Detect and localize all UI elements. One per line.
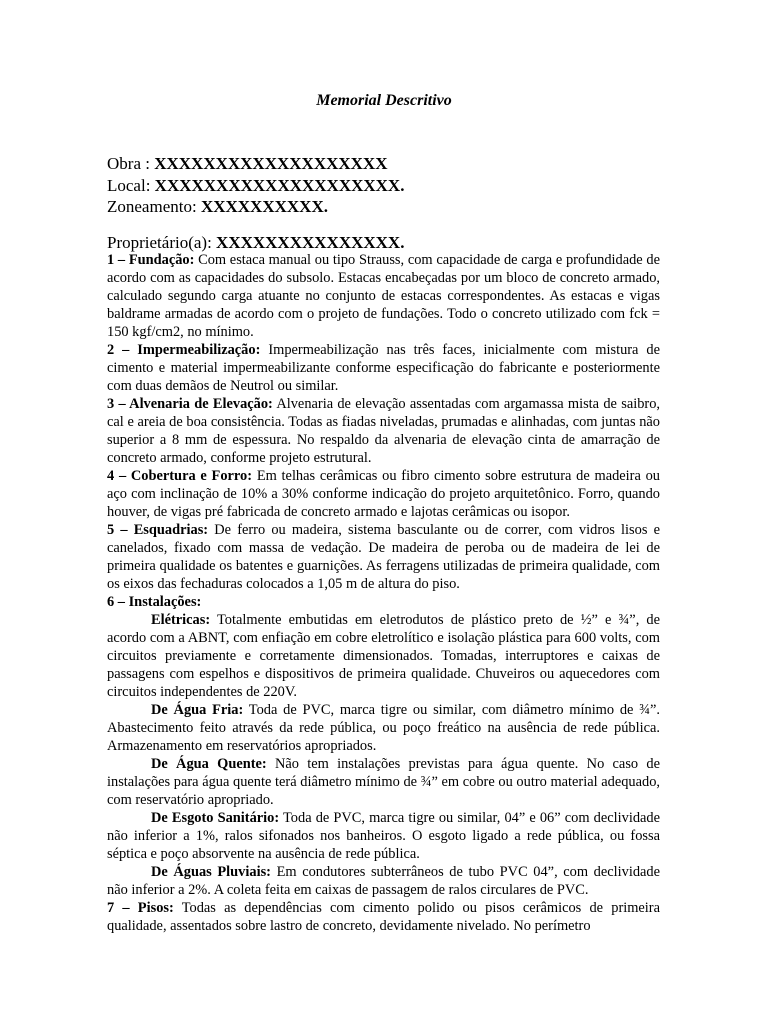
installation-text: Em condutores subterrâneos de tubo PVC 04”, com declividade não inferior a 2%. A coleta feita em caixas de passagem de ralos circulares de PVC. xyxy=(107,864,660,898)
section-text: De ferro ou madeira, sistema basculante ou de correr, com vidros lisos e canelados, fixado com massa de vedação. De madeira de peroba ou de madeira de lei de primeira qualidade os batentes e guarnições. As ferragens utilizadas de primeira qualidade, com os eixos das fechaduras colocados a 1,05 m de altura do piso. xyxy=(107,522,660,592)
document-body xyxy=(107,251,660,935)
section-text: Em telhas cerâmicas ou fibro cimento sobre estrutura de madeira ou aço com inclinação de 10% a 30% conforme indicação do projeto arquitetônico. Forro, quando houver, de vigas pré fabricada de concreto armado e lajotas cerâmicas ou isopor. xyxy=(107,468,660,520)
section-text: Com estaca manual ou tipo Strauss, com capacidade de carga e profundidade de acordo com as capacidades do subsolo. Estacas encabeçadas por um bloco de concreto armado, calculado segundo carga atuante no conjunto de estacas correspondentes. As estacas e vigas baldrame armadas de acordo com o projeto de fundações. Todo o concreto utilizado com fck = 150 kgf/cm2, no mínimo. xyxy=(107,252,660,340)
section-heading: 2 – Impermeabilização: xyxy=(107,342,261,358)
section-paragraph xyxy=(107,341,660,395)
installation-paragraph xyxy=(107,611,660,701)
installation-paragraph xyxy=(107,755,660,809)
section-heading: 5 – Esquadrias: xyxy=(107,522,209,538)
section-paragraph xyxy=(107,467,660,521)
installation-heading: De Água Quente: xyxy=(151,756,267,772)
document-title: Memorial Descritivo xyxy=(316,92,452,109)
installation-text: Toda de PVC, marca tigre ou similar, 04” e 06” com declividade não inferior a 1%, ralos sifonados nos banheiros. O esgoto ligado a rede pública, ou fossa séptica e poço absorvente na ausência de rede pública. xyxy=(107,810,660,862)
section-heading: 1 – Fundação: xyxy=(107,252,195,268)
proprietario-value: XXXXXXXXXXXXXXX. xyxy=(216,233,405,252)
installation-heading: Elétricas: xyxy=(151,612,211,628)
proprietario-label: Proprietário(a): xyxy=(107,233,212,252)
obra-value: XXXXXXXXXXXXXXXXXXX xyxy=(154,154,388,173)
installation-paragraph xyxy=(107,863,660,899)
installation-heading: De Águas Pluviais: xyxy=(151,864,271,880)
section-heading: 4 – Cobertura e Forro: xyxy=(107,468,253,484)
section-text: Alvenaria de elevação assentadas com argamassa mista de saibro, cal e areia de boa consistência. Todas as fiadas niveladas, prumadas e alinhadas, com juntas não superior a 8 mm de espessura. No respaldo da alvenaria de elevação cinta de amarração de concreto armado, conforme projeto estrutural. xyxy=(107,396,660,466)
section-paragraph xyxy=(107,899,660,935)
installation-paragraph xyxy=(107,809,660,863)
installation-paragraph xyxy=(107,701,660,755)
proprietario-line xyxy=(107,233,404,253)
installation-text: Toda de PVC, marca tigre ou similar, com diâmetro mínimo de ¾”. Abastecimento feito através da rede pública, ou poço freático na ausência de rede pública. Armazenamento em reservatórios apropriados. xyxy=(107,702,660,754)
zoneamento-line xyxy=(107,197,328,217)
local-label: Local: xyxy=(107,176,151,195)
section-paragraph xyxy=(107,395,660,467)
zoneamento-label: Zoneamento: xyxy=(107,197,197,216)
section-heading: 7 – Pisos: xyxy=(107,900,174,916)
local-value: XXXXXXXXXXXXXXXXXXXX. xyxy=(154,176,405,195)
section-text: Impermeabilização nas três faces, inicialmente com mistura de cimento e material impermeabilizante conforme especificação do fabricante e posteriormente com duas demãos de Neutrol ou similar. xyxy=(107,342,660,394)
section-paragraph xyxy=(107,593,660,611)
obra-line xyxy=(107,154,387,174)
zoneamento-value: XXXXXXXXXX. xyxy=(200,197,328,216)
section-heading: 6 – Instalações: xyxy=(107,594,202,610)
obra-label: Obra : xyxy=(107,154,150,173)
section-text: Todas as dependências com cimento polido ou pisos cerâmicos de primeira qualidade, assentados sobre lastro de concreto, devidamente nivelado. No perímetro xyxy=(107,900,660,934)
section-paragraph xyxy=(107,521,660,593)
installation-heading: De Esgoto Sanitário: xyxy=(151,810,280,826)
installation-text: Totalmente embutidas em eletrodutos de plástico preto de ½” e ¾”, de acordo com a ABNT, com enfiação em cobre eletrolítico e isolação plástica para 600 volts, com circuitos previamente e corretamente dimensionados. Tomadas, interruptores e caixas de passagens com espelhos e dispositivos de primeira qualidade. Chuveiros ou aquecedores com circuitos independentes de 220V. xyxy=(107,612,660,700)
local-line xyxy=(107,176,404,196)
section-heading: 3 – Alvenaria de Elevação: xyxy=(107,396,273,412)
installation-heading: De Água Fria: xyxy=(151,702,244,718)
installation-text: Não tem instalações previstas para água quente. No caso de instalações para água quente terá diâmetro mínimo de ¾” em cobre ou outro material adequado, com reservatório apropriado. xyxy=(107,756,660,808)
section-paragraph xyxy=(107,251,660,341)
